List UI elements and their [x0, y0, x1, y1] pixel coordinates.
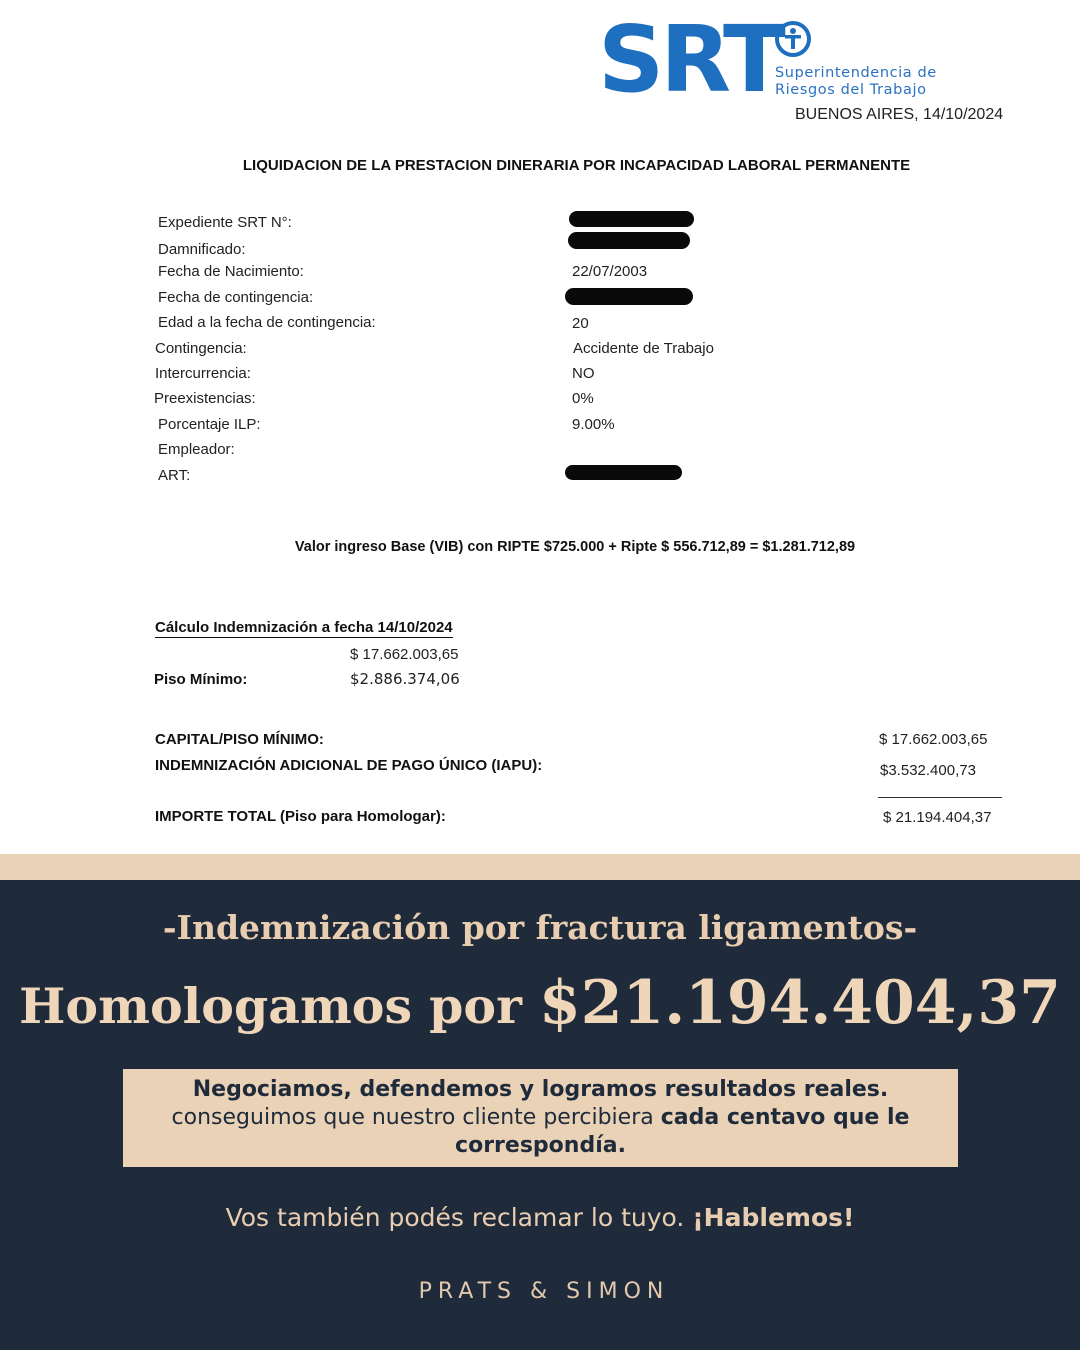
logo-subtitle-line2: Riesgos del Trabajo	[775, 82, 927, 98]
divider-band	[0, 854, 1080, 880]
document-title: LIQUIDACION DE LA PRESTACION DINERARIA POR INCAPACIDAD LABORAL PERMANENTE	[242, 157, 911, 174]
box-line2-bold: cada centavo que le correspondía.	[455, 1105, 910, 1158]
field-label-intercurrencia: Intercurrencia:	[155, 365, 251, 382]
field-label-porcentaje-ilp: Porcentaje ILP:	[158, 416, 261, 433]
logo-subtitle-line1: Superintendencia de	[775, 65, 937, 81]
piso-minimo-value: $2.886.374,06	[350, 670, 460, 688]
promo-message-box	[123, 1069, 958, 1167]
field-label-fecha-contingencia: Fecha de contingencia:	[158, 289, 314, 306]
promo-headline: -Indemnización por fractura ligamentos-	[162, 908, 918, 947]
vib-line: Valor ingreso Base (VIB) con RIPTE $725.000 + Ripte $ 556.712,89 = $1.281.712,89	[294, 539, 856, 555]
redacted-fecha-contingencia	[565, 288, 693, 305]
field-label-damnificado: Damnificado:	[158, 241, 246, 258]
srt-logo-text: SRT	[598, 6, 782, 113]
field-label-nacimiento: Fecha de Nacimiento:	[158, 263, 304, 280]
field-label-expediente: Expediente SRT N°:	[158, 214, 292, 231]
iapu-value: $3.532.400,73	[880, 762, 976, 779]
redacted-damnificado	[568, 232, 690, 249]
promo-big-line	[0, 968, 1080, 1038]
field-label-contingencia: Contingencia:	[155, 340, 247, 357]
capital-label: CAPITAL/PISO MÍNIMO:	[155, 731, 324, 748]
box-line2-regular: conseguimos que nuestro cliente percibiera	[171, 1105, 661, 1130]
total-value: $ 21.194.404,37	[883, 809, 992, 826]
box-line1: Negociamos, defendemos y logramos resultados reales.	[192, 1077, 889, 1102]
field-label-edad: Edad a la fecha de contingencia:	[158, 314, 376, 331]
field-value-intercurrencia: NO	[572, 365, 595, 382]
field-label-art: ART:	[158, 467, 191, 484]
cta-bold: ¡Hablemos!	[692, 1203, 855, 1232]
brand-name: PRATS & SIMON	[418, 1279, 670, 1304]
total-label: IMPORTE TOTAL (Piso para Homologar):	[155, 808, 446, 825]
redacted-art	[565, 465, 682, 480]
box-line2	[123, 1104, 958, 1160]
field-label-empleador: Empleador:	[158, 441, 235, 458]
calc-title: Cálculo Indemnización a fecha 14/10/2024	[155, 619, 453, 636]
big-amount: $21.194.404,37	[538, 968, 1061, 1038]
call-to-action	[0, 1203, 1080, 1232]
calc-amount: $ 17.662.003,65	[350, 646, 459, 663]
field-value-nacimiento: 22/07/2003	[572, 263, 648, 280]
field-label-preexistencias: Preexistencias:	[154, 390, 256, 407]
srt-logo-person-icon	[774, 20, 812, 58]
cta-regular: Vos también podés reclamar lo tuyo.	[225, 1203, 693, 1232]
field-value-edad: 20	[572, 315, 589, 332]
field-value-contingencia: Accidente de Trabajo	[573, 340, 714, 357]
iapu-label: INDEMNIZACIÓN ADICIONAL DE PAGO ÚNICO (IAPU):	[155, 757, 543, 774]
field-value-porcentaje-ilp: 9.00%	[572, 416, 615, 433]
field-value-preexistencias: 0%	[572, 390, 594, 407]
redacted-expediente	[569, 211, 694, 227]
big-prefix: Homologamos por	[19, 977, 539, 1035]
capital-value: $ 17.662.003,65	[879, 731, 988, 748]
piso-minimo-label: Piso Mínimo:	[154, 671, 248, 688]
srt-logo-subtitle	[775, 65, 937, 99]
total-divider	[878, 797, 1002, 798]
document-date: BUENOS AIRES, 14/10/2024	[795, 106, 1004, 123]
